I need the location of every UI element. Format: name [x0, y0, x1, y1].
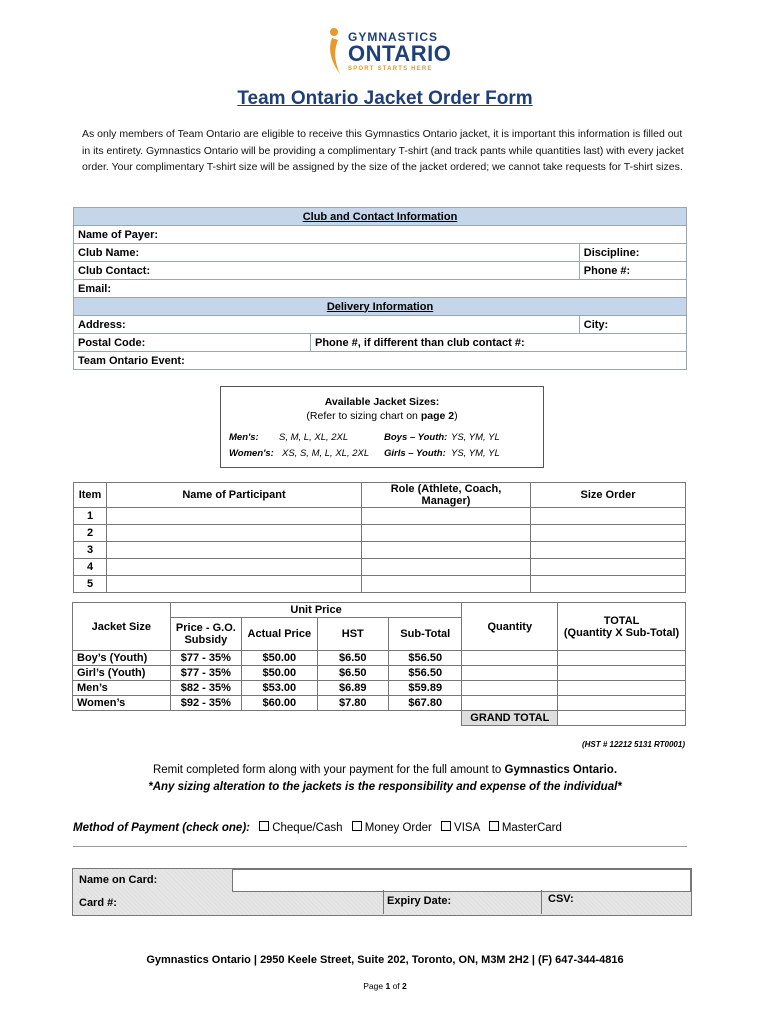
logo-main-text: ONTARIO [348, 41, 452, 66]
card-number-label: Card #: [79, 897, 117, 909]
contact-section-header: Club and Contact Information [74, 208, 687, 226]
page-number: Page 1 of 2 [363, 981, 407, 991]
grand-total-cell[interactable] [558, 711, 686, 726]
name-on-card-input[interactable] [232, 869, 691, 892]
footer-address: Gymnastics Ontario | 2950 Keele Street, Suite 202, Toronto, ON, M3M 2H2 | (F) 647-344-4816 [146, 954, 624, 966]
cheque-checkbox[interactable] [259, 821, 269, 831]
boys-label: Boys – Youth: [384, 432, 448, 443]
size-order-header: Size Order [531, 483, 686, 508]
subtotal-header: Sub-Total [389, 618, 462, 651]
logo-tagline: SPORT STARTS HERE [348, 66, 433, 72]
table-row: Boy’s (Youth) $77 - 35% $50.00 $6.50 $56.50 [73, 651, 686, 666]
remit-instructions: Remit completed form along with your payment for the full amount to Gymnastics Ontario. [152, 764, 618, 776]
table-row: Girl’s (Youth) $77 - 35% $50.00 $6.50 $56.50 [73, 666, 686, 681]
total-cell[interactable] [558, 651, 686, 666]
page-title: Team Ontario Jacket Order Form [237, 88, 533, 109]
total-cell[interactable] [558, 681, 686, 696]
gymnast-figure-icon [326, 26, 348, 80]
table-row: 1 [74, 508, 686, 525]
quantity-cell[interactable] [462, 681, 558, 696]
girls-label: Girls – Youth: [384, 448, 446, 459]
sizes-refer: (Refer to sizing chart on page 2) [306, 410, 458, 422]
expiry-label: Expiry Date: [387, 895, 452, 907]
payment-label: Method of Payment (check one): [73, 822, 250, 834]
table-row: 2 [74, 525, 686, 542]
visa-checkbox[interactable] [441, 821, 451, 831]
table-row: Men’s $82 - 35% $53.00 $6.89 $59.89 [73, 681, 686, 696]
money-order-checkbox[interactable] [352, 821, 362, 831]
price-go-header: Price - G.O. Subsidy [170, 618, 241, 651]
divider [73, 846, 687, 847]
total-header: TOTAL (Quantity X Sub-Total) [558, 603, 686, 651]
name-on-card-label: Name on Card: [79, 874, 158, 886]
girls-sizes: YS, YM, YL [451, 448, 500, 459]
womens-label: Women's: [229, 448, 274, 459]
delivery-section-header: Delivery Information [74, 298, 687, 316]
quantity-cell[interactable] [462, 696, 558, 711]
csv-label: CSV: [548, 893, 574, 905]
logo-top-text: GYMNASTICS [348, 30, 439, 44]
event-field[interactable]: Team Ontario Event: [74, 352, 687, 370]
address-field[interactable]: Address: [74, 316, 580, 334]
quantity-header: Quantity [462, 603, 558, 651]
item-header: Item [74, 483, 107, 508]
participant-name-header: Name of Participant [107, 483, 362, 508]
total-cell[interactable] [558, 666, 686, 681]
actual-price-header: Actual Price [242, 618, 317, 651]
womens-sizes: XS, S, M, L, XL, 2XL [282, 448, 370, 459]
discipline-field[interactable]: Discipline: [579, 244, 686, 262]
postal-code-field[interactable]: Postal Code: [74, 334, 311, 352]
hst-number: (HST # 12212 5131 RT0001) [581, 740, 685, 749]
quantity-cell[interactable] [462, 651, 558, 666]
mastercard-checkbox[interactable] [489, 821, 499, 831]
sizing-note: *Any sizing alteration to the jackets is the responsibility and expense of the individual* [148, 781, 622, 793]
unit-price-header: Unit Price [170, 603, 462, 618]
boys-sizes: YS, YM, YL [451, 432, 500, 443]
payer-name-field[interactable]: Name of Payer: [74, 226, 687, 244]
table-row: 4 [74, 559, 686, 576]
role-header: Role (Athlete, Coach, Manager) [362, 483, 531, 508]
sizes-heading: Available Jacket Sizes: [324, 396, 440, 408]
city-field[interactable]: City: [579, 316, 686, 334]
phone-field[interactable]: Phone #: [579, 262, 686, 280]
club-contact-field[interactable]: Club Contact: [74, 262, 580, 280]
mens-sizes: S, M, L, XL, 2XL [279, 432, 349, 443]
card-details-box [72, 868, 692, 916]
grand-total-label: GRAND TOTAL [462, 711, 558, 726]
intro-paragraph: As only members of Team Ontario are eligible to receive this Gymnastics Ontario jacket, it is important this information is filled out in its entirety. Gymnastics Ontario will be providing a complimentary T-shirt (and track pants while quantities last) with every jacket order. Your complimentary T-shirt size will be assigned by the size of the jacket ordered; we cannot take requests for T-shirt sizes. [82, 128, 684, 173]
mens-label: Men's: [229, 432, 259, 443]
participants-table [73, 482, 686, 593]
available-sizes-box [220, 386, 544, 468]
pricing-table [72, 602, 686, 726]
alt-phone-field[interactable]: Phone #, if different than club contact #: [311, 334, 687, 352]
contact-delivery-table [73, 207, 687, 370]
table-row: Women’s $92 - 35% $60.00 $7.80 $67.80 [73, 696, 686, 711]
quantity-cell[interactable] [462, 666, 558, 681]
club-name-field[interactable]: Club Name: [74, 244, 580, 262]
table-row: 5 [74, 576, 686, 593]
total-cell[interactable] [558, 696, 686, 711]
gymnastics-ontario-logo [326, 26, 452, 80]
table-row: 3 [74, 542, 686, 559]
jacket-size-header: Jacket Size [73, 603, 171, 651]
email-field[interactable]: Email: [74, 280, 687, 298]
hst-header: HST [317, 618, 388, 651]
payment-method: Method of Payment (check one): Cheque/Cash Money Order VISA MasterCard [73, 822, 562, 834]
